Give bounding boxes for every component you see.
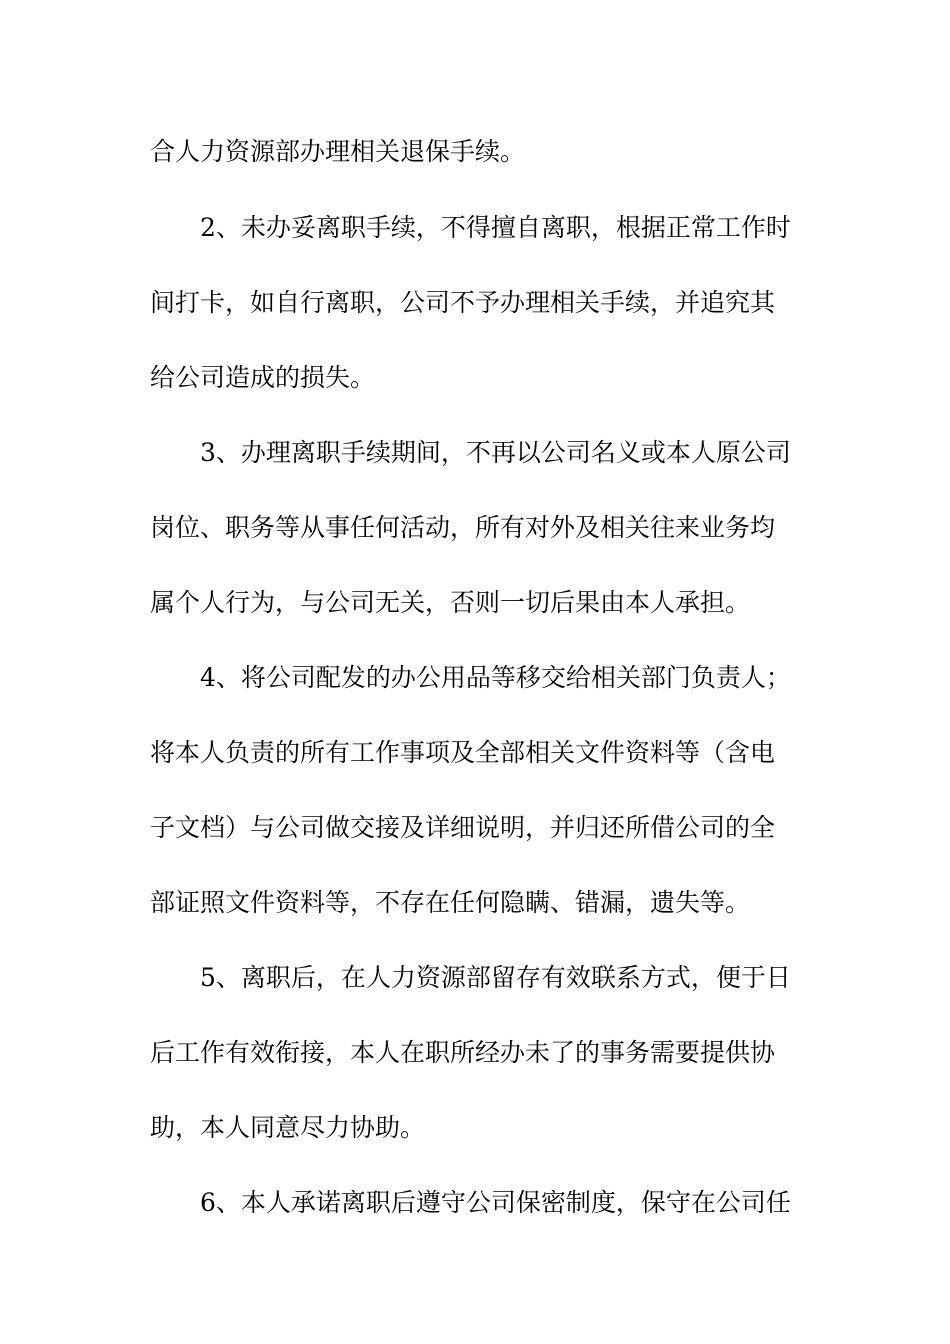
text-line: 2、未办妥离职手续，不得擅自离职，根据正常工作时 <box>200 213 791 242</box>
text-line: 6、本人承诺离职后遵守公司保密制度，保守在公司任 <box>200 1188 791 1217</box>
text-line: 后工作有效衔接，本人在职所经办未了的事务需要提供协 <box>150 1038 776 1067</box>
text-line: 部证照文件资料等，不存在任何隐瞒、错漏，遗失等。 <box>150 888 751 917</box>
text-line: 岗位、职务等从事任何活动，所有对外及相关往来业务均 <box>150 513 776 542</box>
text-line: 子文档）与公司做交接及详细说明，并归还所借公司的全 <box>150 813 776 842</box>
text-line: 合人力资源部办理相关退保手续。 <box>150 137 526 166</box>
text-line: 给公司造成的损失。 <box>150 363 376 392</box>
text-line: 间打卡，如自行离职，公司不予办理相关手续，并追究其 <box>150 288 776 317</box>
text-line: 5、离职后，在人力资源部留存有效联系方式，便于日 <box>200 963 791 992</box>
text-line: 4、将公司配发的办公用品等移交给相关部门负责人； <box>200 663 791 692</box>
text-line: 属个人行为，与公司无关，否则一切后果由本人承担。 <box>150 588 751 617</box>
text-line: 将本人负责的所有工作事项及全部相关文件资料等（含电 <box>150 738 776 767</box>
text-line: 3、办理离职手续期间，不再以公司名义或本人原公司 <box>200 438 791 467</box>
text-line: 助，本人同意尽力协助。 <box>150 1113 426 1142</box>
